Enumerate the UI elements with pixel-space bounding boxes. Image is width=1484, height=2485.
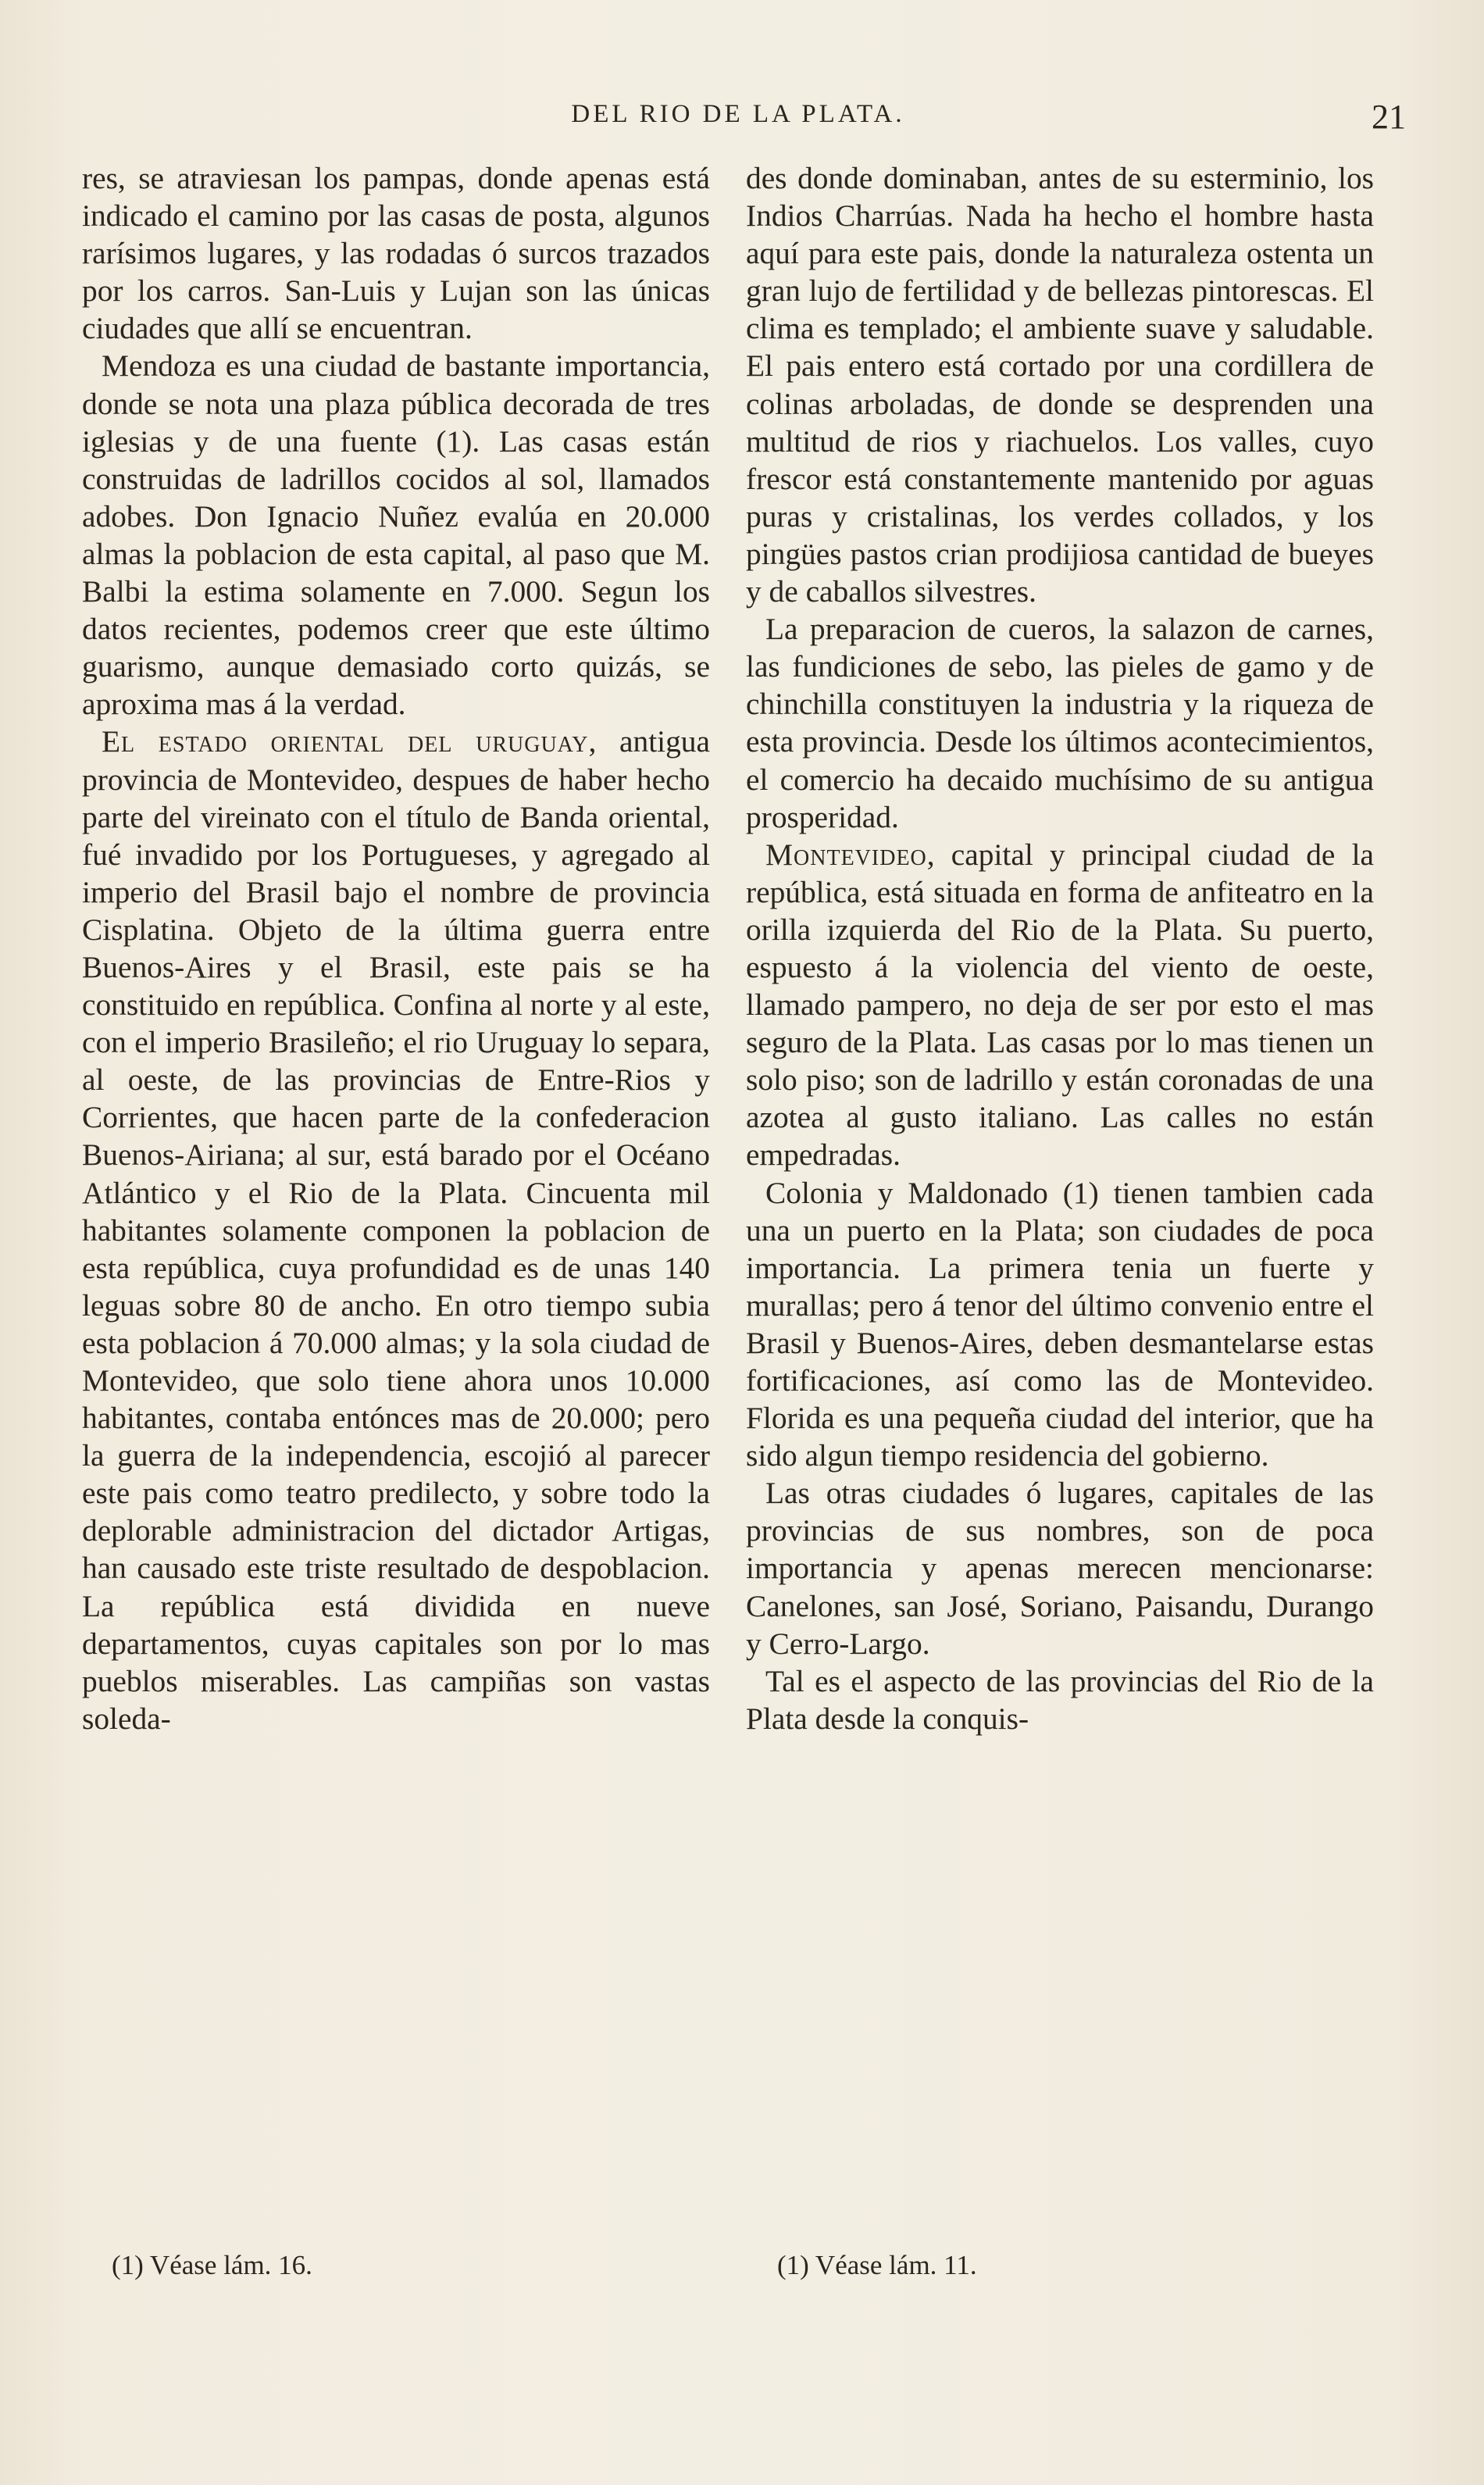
right-paragraph-5: Las otras ciudades ó lugares, capitales de las provincias de sus nombres, son de poca importancia y apenas merecen mencionarse: Canelones, san José, Soriano, Paisandu, Durango y Cerro-Largo.	[746, 1476, 1374, 1661]
left-paragraph-1: res, se atraviesan los pampas, donde apenas está indicado el camino por las casas de posta, algunos rarísimos lugares, y las rodadas ó surcos trazados por los carros. San-Luis y Lujan son las únicas ciudades que allí se encuentran.	[82, 161, 710, 346]
right-paragraph-1: des donde dominaban, antes de su esterminio, los Indios Charrúas. Nada ha hecho el hombre hasta aquí para este pais, donde la naturaleza ostenta un gran lujo de fertilidad y de bellezas pintorescas. El clima es templado; el ambiente suave y saludable. El pais entero está cortado por una cordillera de colinas arboladas, de donde se desprenden una multitud de rios y riachuelos. Los valles, cuyo frescor está constantemente mantenido por aguas puras y cristalinas, los verdes collados, y los pingües pastos crian prodijiosa cantidad de bueyes y de caballos silvestres.	[746, 161, 1374, 609]
right-paragraph-4: Colonia y Maldonado (1) tienen tambien cada una un puerto en la Plata; son ciudades de poca importancia. La primera tenia un fuerte y murallas; pero á tenor del último convenio entre el Brasil y Buenos-Aires, deben desmantelarse estas fortificaciones, así como las de Montevideo. Florida es una pequeña ciudad del interior, que ha sido algun tiempo residencia del gobierno.	[746, 1175, 1374, 1473]
left-paragraph-3	[82, 723, 710, 1737]
right-paragraph-2: La preparacion de cueros, la salazon de carnes, las fundiciones de sebo, las pieles de gamo y de chinchilla constituyen la industria y la riqueza de esta provincia. Desde los últimos acontecimientos, el comercio ha decaido muchísimo de su antigua prosperidad.	[746, 612, 1374, 834]
right-paragraph-6: Tal es el aspecto de las provincias del Rio de la Plata desde la conquis-	[746, 1663, 1374, 1736]
page-number: 21	[1372, 98, 1406, 136]
left-footnote: (1) Véase lám. 16.	[112, 2250, 312, 2280]
right-column	[746, 159, 1374, 2253]
page-header	[78, 98, 1406, 147]
left-paragraph-3-body: antigua provincia de Montevideo, despues de haber hecho parte del vireinato con el título de Banda oriental, fué invadido por los Portugueses, y agregado al imperio del Brasil bajo el nombre de provincia Cisplatina. Objeto de la última guerra entre Buenos-Aires y el Brasil, este pais se ha constituido en república. Confina al norte y al este, con el imperio Brasileño; el rio Uruguay lo separa, al oeste, de las provincias de Entre-Rios y Corrientes, que hacen parte de la confederacion Buenos-Airiana; al sur, está barado por el Océano Atlántico y el Rio de la Plata. Cincuenta mil habitantes solamente componen la poblacion de esta república, cuya profundidad es de unas 140 leguas sobre 80 de ancho. En otro tiempo subia esta poblacion á 70.000 almas; y la sola ciudad de Montevideo, que solo tiene ahora unos 10.000 habitantes, contaba entónces mas de 20.000; pero la guerra de la independencia, escojió al parecer este pais como teatro predilecto, y sobre todo la deplorable administracion del dictador Artigas, han causado este triste resultado de despoblacion. La república está dividida en nueve departamentos, cuyas capitales son por lo mas pueblos miserables. Las campiñas son vastas soleda-	[82, 724, 710, 1736]
running-title: DEL RIO DE LA PLATA.	[571, 100, 905, 128]
right-footnote: (1) Véase lám. 11.	[777, 2250, 977, 2280]
right-paragraph-3-body: , capital y principal ciudad de la república, está situada en forma de anfiteatro en la orilla izquierda del Rio de la Plata. Su puerto, espuesto á la violencia del viento de oeste, llamado pampero, no deja de ser por esto el mas seguro de la Plata. Las casas por lo mas tienen un solo piso; son de ladrillo y están coronadas de una azotea al gusto italiano. Las calles no están empedradas.	[746, 837, 1374, 1173]
left-paragraph-2: Mendoza es una ciudad de bastante importancia, donde se nota una plaza pública decorada de tres iglesias y de una fuente (1). Las casas están construidas de ladrillos cocidos al sol, llamados adobes. Don Ignacio Nuñez evalúa en 20.000 almas la poblacion de esta capital, al paso que M. Balbi la estima solamente en 7.000. Segun los datos recientes, podemos creer que este último guarismo, aunque demasiado corto quizás, se aproxima mas á la verdad.	[82, 348, 710, 722]
section-heading-uruguay: El estado oriental del uruguay,	[102, 724, 598, 759]
left-column	[82, 159, 710, 2253]
right-paragraph-3	[746, 836, 1374, 1174]
section-heading-montevideo: Montevideo	[765, 837, 927, 872]
